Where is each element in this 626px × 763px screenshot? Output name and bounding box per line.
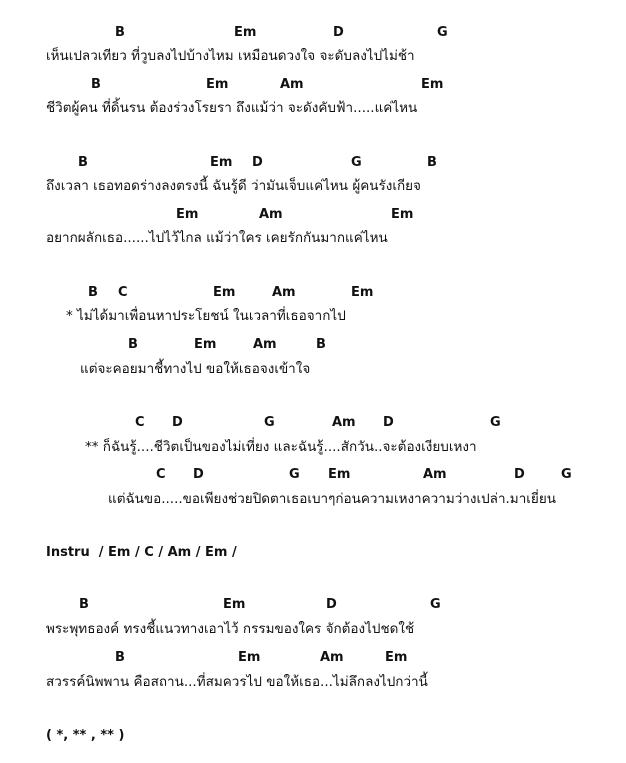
chord: Am <box>423 467 447 482</box>
chord: D <box>193 467 204 482</box>
chord: G <box>561 467 572 482</box>
chord: G <box>490 415 501 430</box>
chord: B <box>91 77 101 92</box>
chord: B <box>78 155 88 170</box>
chord: Em <box>223 597 246 612</box>
chord: D <box>383 415 394 430</box>
lyric-line: แต่จะคอยมาชี้ทางไป ขอให้เธอจงเข้าใจ <box>80 361 311 377</box>
chord: G <box>289 467 300 482</box>
repeat-marker: ( *, ** , ** ) <box>46 728 125 743</box>
chord: Am <box>320 650 344 665</box>
lyric-line: ** ก็ฉันรู้....ชีวิตเป็นของไม่เที่ยง และฉันรู้....สักวัน..จะต้องเงียบเหงา <box>85 439 477 455</box>
chord: G <box>351 155 362 170</box>
lyric-line: พระพุทธองค์ ทรงชี้แนวทางเอาไว้ กรรมของใคร จักต้องไปชดใช้ <box>46 621 415 637</box>
chord: Em <box>351 285 374 300</box>
chord: B <box>115 650 125 665</box>
lyric-line: * ไม่ได้มาเพื่อนหาประโยชน์ ในเวลาที่เธอจากไป <box>66 308 346 324</box>
chord: Em <box>238 650 261 665</box>
chord: Em <box>176 207 199 222</box>
chord: C <box>156 467 166 482</box>
chord: B <box>115 25 125 40</box>
chord: B <box>316 337 326 352</box>
chord: B <box>427 155 437 170</box>
chord: B <box>128 337 138 352</box>
lyric-line: แต่ฉันขอ.....ขอเพียงช่วยปิดตาเธอเบาๆก่อนความเหงาความว่างเปล่า.มาเยี่ยน <box>108 491 556 507</box>
chord: C <box>118 285 128 300</box>
chord: Em <box>421 77 444 92</box>
chord: Em <box>206 77 229 92</box>
chord: Am <box>280 77 304 92</box>
lyric-line: ถึงเวลา เธอทอดร่างลงตรงนี้ ฉันรู้ดี ว่ามันเจ็บแค่ไหน ผู้คนรังเกียจ <box>46 178 421 194</box>
chord: Em <box>391 207 414 222</box>
chord: Em <box>328 467 351 482</box>
chord: D <box>326 597 337 612</box>
chord: G <box>437 25 448 40</box>
chord: D <box>514 467 525 482</box>
lyric-line: สวรรค์นิพพาน คือสถาน...ที่สมควรไป ขอให้เธอ...ไม่ลึกลงไปกว่านี้ <box>46 674 428 690</box>
chord: C <box>135 415 145 430</box>
lyric-line: เห็นเปลวเทียว ที่วูบลงไปบ้างไหม เหมือนดวงใจ จะดับลงไปไม่ช้า <box>46 48 415 64</box>
chord: D <box>333 25 344 40</box>
chord: D <box>172 415 183 430</box>
chord: G <box>264 415 275 430</box>
chord: Am <box>253 337 277 352</box>
lyric-line: อยากผลักเธอ......ไปไว้ไกล แม้ว่าใคร เคยรักกันมากแค่ไหน <box>46 230 388 246</box>
lyric-line: ชีวิตผู้คน ที่ดิ้นรน ต้องร่วงโรยรา ถึงแม้ว่า จะดังคับฟ้า.....แค่ไหน <box>46 100 418 116</box>
chord: Am <box>332 415 356 430</box>
chord: Em <box>213 285 236 300</box>
chord: Am <box>259 207 283 222</box>
chord: G <box>430 597 441 612</box>
chord: B <box>79 597 89 612</box>
chord: Em <box>210 155 233 170</box>
instrumental-line: Instru / Em / C / Am / Em / <box>46 545 237 560</box>
chord: Em <box>385 650 408 665</box>
chord: Am <box>272 285 296 300</box>
chord: Em <box>194 337 217 352</box>
chord: D <box>252 155 263 170</box>
chord: Em <box>234 25 257 40</box>
chord: B <box>88 285 98 300</box>
